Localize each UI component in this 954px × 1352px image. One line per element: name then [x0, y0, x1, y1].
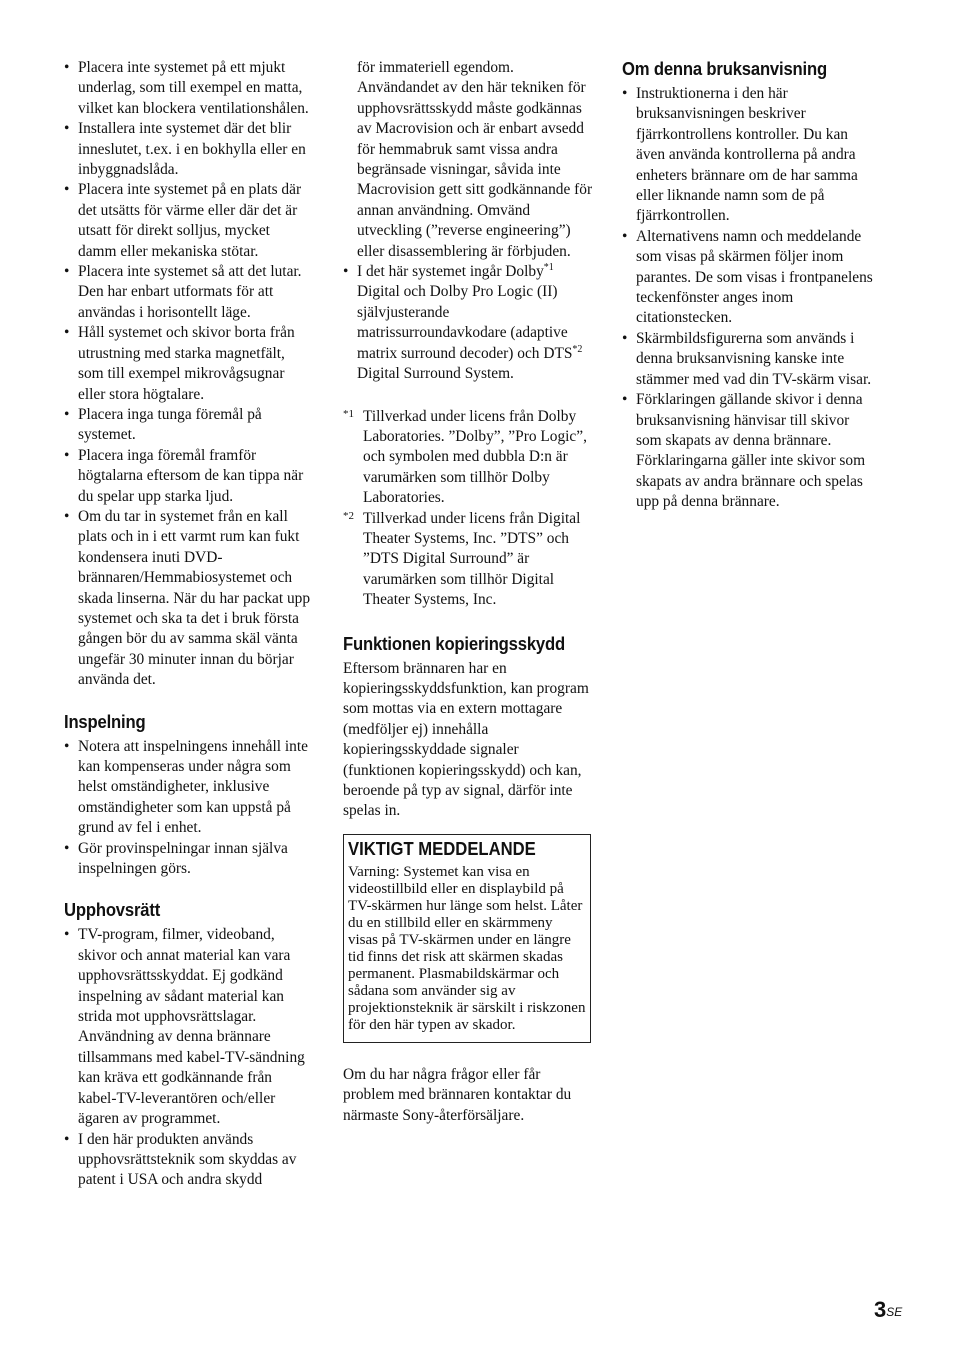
list-item: • Om du tar in systemet från en kall plats och in i ett varmt rum kan fukt kondensera inuti DVD-brännaren/Hemmabiosystemet och skada linserna. När du har packat upp systemet och ska ta det i bruk första gången bör du av samma skäl vänta ungefär 30 minuter innan du börjar använda det.: [64, 507, 312, 691]
section-heading: Upphovsrätt: [64, 899, 161, 921]
list-item: • Förklaringen gällande skivor i denna bruksanvisning hänvisar till skivor som skapats av denna brännare. Förklaringarna gäller inte skivor som skapats av andra brännare och spelas upp på denna brännare.: [622, 390, 874, 512]
page-number-digit: 3: [874, 1297, 887, 1322]
footnote-text: Tillverkad under licens från Dolby Laboratories. ”Dolby”, ”Pro Logic”, och symbolen med dubbla D:n är varumärken som tillhör Dolby Laboratories.: [363, 407, 587, 507]
dolby-text-1: I det här systemet ingår Dolby: [357, 263, 544, 281]
column-left: [64, 58, 312, 1191]
important-notice-box: [343, 834, 591, 1043]
inspelning-list: [64, 737, 312, 880]
column-middle: [343, 58, 593, 1126]
footnote-ref: *2: [572, 343, 583, 355]
upphovsratt-list: [64, 925, 312, 1190]
list-item: [343, 262, 593, 384]
list-item: • Placera inga tunga föremål på systemet.: [64, 405, 312, 446]
footnote-mark: *2: [343, 509, 354, 522]
dolby-text-2: Digital och Dolby Pro Logic (II) självjusterande matrissurroundavkodare (adaptive matrix surround decoder) och DTS: [357, 283, 573, 362]
notice-heading: VIKTIGT MEDDELANDE: [348, 837, 536, 859]
footnote-ref: *1: [543, 261, 554, 273]
section-heading: Funktionen kopieringsskydd: [343, 632, 565, 654]
list-item: • Instruktionerna i den här bruksanvisningen beskriver fjärrkontrollens kontroller. Du kan även använda kontrollerna på andra enheters brännare om de har samma eller liknande namn som de på fjärrkontrollen.: [622, 84, 874, 227]
section-paragraph: Eftersom brännaren har en kopieringsskyddsfunktion, kan program som mottas via en extern mottagare (medföljer ej) innehålla kopieringsskyddade signaler (funktionen kopieringsskydd) och kan, beroende på typ av signal, därför inte spelas in.: [343, 659, 589, 820]
notice-text: Varning: Systemet kan visa en videostillbild eller en displaybild på TV-skärmen hur länge som helst. Låter du en stillbild eller en skärmmeny visas på TV-skärmen under en längre tid finns det risk att skärmen skadas permanent. Plasmabildskärmar och sådana som använder sig av projektionsteknik är särskilt i riskzonen för den här typen av skador.: [348, 863, 586, 1033]
list-item: • Skärmbildsfigurerna som används i denna bruksanvisning kanske inte stämmer med vad din TV-skärm visar.: [622, 329, 874, 390]
section-heading: Om denna bruksanvisning: [622, 58, 827, 79]
safety-list: [64, 58, 312, 691]
list-item: • Placera inte systemet på ett mjukt underlag, som till exempel en matta, vilket kan blockera ventilationshålen.: [64, 58, 312, 119]
bruksanvisning-list: [622, 84, 874, 513]
dolby-text-3: Digital Surround System.: [357, 365, 514, 383]
footnote: [343, 509, 593, 611]
list-item: • Alternativens namn och meddelande som visas på skärmen följer inom parantes. De som visas i frontpanelens teckenfönster anges inom citationstecken.: [622, 227, 874, 329]
section-kopieringsskydd: [343, 633, 593, 822]
footnote-mark: *1: [343, 407, 354, 420]
list-item: • Gör provinspelningar innan själva inspelningen görs.: [64, 839, 312, 880]
continued-paragraph: för immateriell egendom. Användandet av den här tekniken för upphovsrättsskydd måste godkännas av Macrovision och är enbart avsedd för hemmabruk samt vissa andra begränsade visningar, såvida inte Macrovision gett sitt godkännande för annan användning. Omvänd utveckling (”reverse engineering”) eller disassemblering är förbjuden.: [357, 59, 593, 260]
list-item: • Placera inte systemet så att det lutar. Den har enbart utformats för att användas i horisontellt läge.: [64, 262, 312, 323]
list-item: • Håll systemet och skivor borta från utrustning med starka magnetfält, som till exempel mikrovågsugnar eller stora högtalare.: [64, 323, 312, 405]
page-number: [874, 1297, 903, 1323]
footnote: [343, 407, 593, 509]
footnote-text: Tillverkad under licens från Digital Theater Systems, Inc. ”DTS” och ”DTS Digital Surround” är varumärken som tillhör Digital Theater Systems, Inc.: [363, 509, 581, 609]
list-item: • Placera inte systemet på en plats där det utsätts för värme eller där det är utsatt för direkt solljus, mycket damm eller mekaniska stötar.: [64, 180, 312, 262]
closing-paragraph: Om du har några frågor eller får problem med brännaren kontaktar du närmaste Sony-återförsäljare.: [343, 1065, 572, 1124]
section-heading: Inspelning: [64, 710, 146, 732]
footnotes: [343, 407, 593, 611]
section-upphovsratt: [64, 899, 312, 1190]
section-inspelning: [64, 711, 312, 880]
list-item: • Installera inte systemet där det blir inneslutet, t.ex. i en bokhylla eller en inbyggnadslåda.: [64, 119, 312, 180]
list-item: • TV-program, filmer, videoband, skivor och annat material kan vara upphovsrättsskyddat. Ej godkänd inspelning av sådant material kan strida mot upphovsrättslagar. Användning av denna brännare tillsammans med kabel-TV-sändning kan kräva ett godkännande från kabel-TV-leverantören och/eller ägaren av programmet.: [64, 925, 312, 1129]
list-item: • Placera inga föremål framför högtalarna eftersom de kan tippa när du spelar upp starka ljud.: [64, 446, 312, 507]
dolby-list: [343, 262, 593, 384]
column-right: [622, 58, 874, 513]
list-item: • Notera att inspelningens innehåll inte kan kompenseras under några som helst omständigheter, inklusive omständigheter som kan uppstå på grund av fel i enhet.: [64, 737, 312, 839]
page-number-suffix: SE: [886, 1305, 903, 1319]
list-item: • I den här produkten används upphovsrättsteknik som skyddas av patent i USA och andra skydd: [64, 1130, 312, 1191]
